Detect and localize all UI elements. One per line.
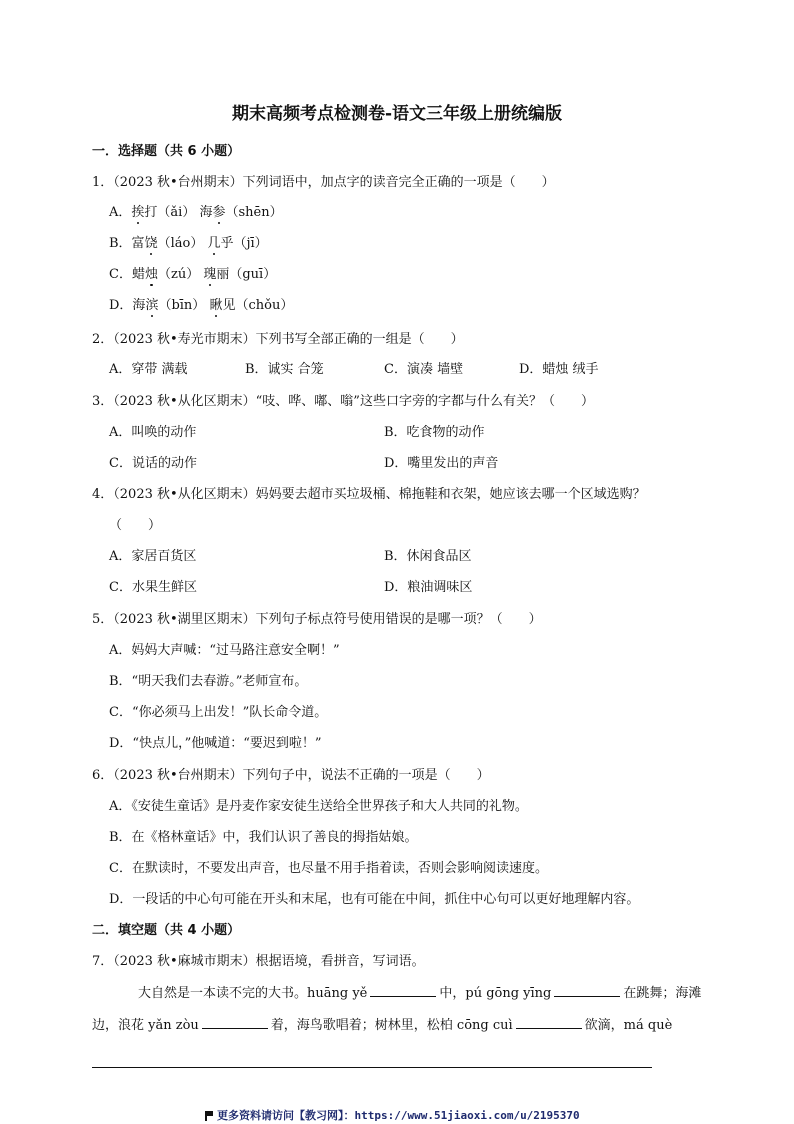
question-6-stem: 6．（2023 秋•台州期末）下列句子中，说法不正确的一项是（ ）: [92, 768, 490, 783]
question-2-option-a: A．穿带 满载: [109, 362, 188, 377]
footer-divider: [92, 1067, 652, 1068]
answer-blank[interactable]: [202, 1016, 268, 1029]
question-1-option-a: A．挨打（ǎi） 海参（shēn）: [109, 205, 283, 220]
question-5-option-c: C．“你必须马上出发！”队长命令道。: [109, 705, 328, 720]
answer-blank[interactable]: [370, 984, 436, 997]
question-3-option-d: D．嘴里发出的声音: [384, 456, 499, 471]
question-7-stem: 7．（2023 秋•麻城市期末）根据语境，看拼音，写词语。: [92, 954, 425, 969]
question-3-option-a: A．叫唤的动作: [109, 425, 197, 440]
section-heading-fill: 二．填空题（共 4 小题）: [92, 923, 241, 938]
question-4-option-d: D．粮油调味区: [384, 580, 473, 595]
flag-icon: [205, 1111, 213, 1120]
question-1-option-c: C．蜡烛（zú） 瑰丽（guī）: [109, 267, 277, 282]
question-3-option-b: B．吃食物的动作: [384, 425, 485, 440]
question-6-option-d: D．一段话的中心句可能在开头和末尾，也有可能在中间，抓住中心句可以更好地理解内容。: [109, 892, 640, 907]
question-6-option-a: A．《安徒生童话》是丹麦作家安徒生送给全世界孩子和大人共同的礼物。: [109, 799, 528, 814]
question-3-stem: 3．（2023 秋•从化区期末）“吱、哗、嘟、嗡”这些口字旁的字都与什么有关？（ ）: [92, 394, 594, 409]
question-2-stem: 2．（2023 秋•寿光市期末）下列书写全部正确的一组是（ ）: [92, 332, 464, 347]
question-2-option-d: D．蜡烛 绒手: [519, 362, 599, 377]
answer-blank[interactable]: [554, 984, 620, 997]
question-7-line-1: 大自然是一本读不完的大书。huāng yě 中，pú gōng yīng 在跳舞；海滩: [138, 986, 702, 1001]
question-4-answer-paren: （ ）: [109, 518, 162, 533]
question-4-option-a: A．家居百货区: [109, 549, 197, 564]
question-7-line-2: 边，浪花 yǎn zòu 着，海鸟歌唱着；树林里，松柏 cōng cuì 欲滴，má què: [92, 1018, 673, 1033]
question-5-option-a: A．妈妈大声喊：“过马路注意安全啊！”: [109, 643, 340, 658]
question-6-option-c: C．在默读时，不要发出声音，也尽量不用手指着读，否则会影响阅读速度。: [109, 861, 548, 876]
section-heading-choice: 一．选择题（共 6 小题）: [92, 144, 241, 159]
question-5-stem: 5．（2023 秋•湖里区期末）下列句子标点符号使用错误的是哪一项？（ ）: [92, 612, 542, 627]
question-2-option-b: B．诚实 合笼: [245, 362, 324, 377]
question-1-option-d: D．海滨（bīn） 瞅见（chǒu）: [109, 298, 294, 313]
question-6-option-b: B．在《格林童话》中，我们认识了善良的拇指姑娘。: [109, 830, 418, 845]
footer-link[interactable]: 更多资料请访问【教习网】：https://www.51jiaoxi.com/u/2195370: [205, 1107, 580, 1123]
question-5-option-d: D．“快点儿，”他喊道：“要迟到啦！”: [109, 736, 322, 751]
question-4-option-c: C．水果生鲜区: [109, 580, 197, 595]
question-4-stem: 4．（2023 秋•从化区期末）妈妈要去超市买垃圾桶、棉拖鞋和衣架，她应该去哪一个区域选购？: [92, 487, 646, 502]
question-5-option-b: B．“明天我们去春游。”老师宣布。: [109, 674, 308, 689]
question-1-option-b: B．富饶（láo） 几乎（jī）: [109, 236, 268, 251]
page-title: 期末高频考点检测卷-语文三年级上册统编版: [231, 104, 563, 124]
question-1-stem: 1．（2023 秋•台州期末）下列词语中，加点字的读音完全正确的一项是（ ）: [92, 175, 555, 190]
question-4-option-b: B．休闲食品区: [384, 549, 472, 564]
question-2-option-c: C．演凑 墙壁: [384, 362, 464, 377]
question-3-option-c: C．说话的动作: [109, 456, 197, 471]
answer-blank[interactable]: [516, 1016, 582, 1029]
